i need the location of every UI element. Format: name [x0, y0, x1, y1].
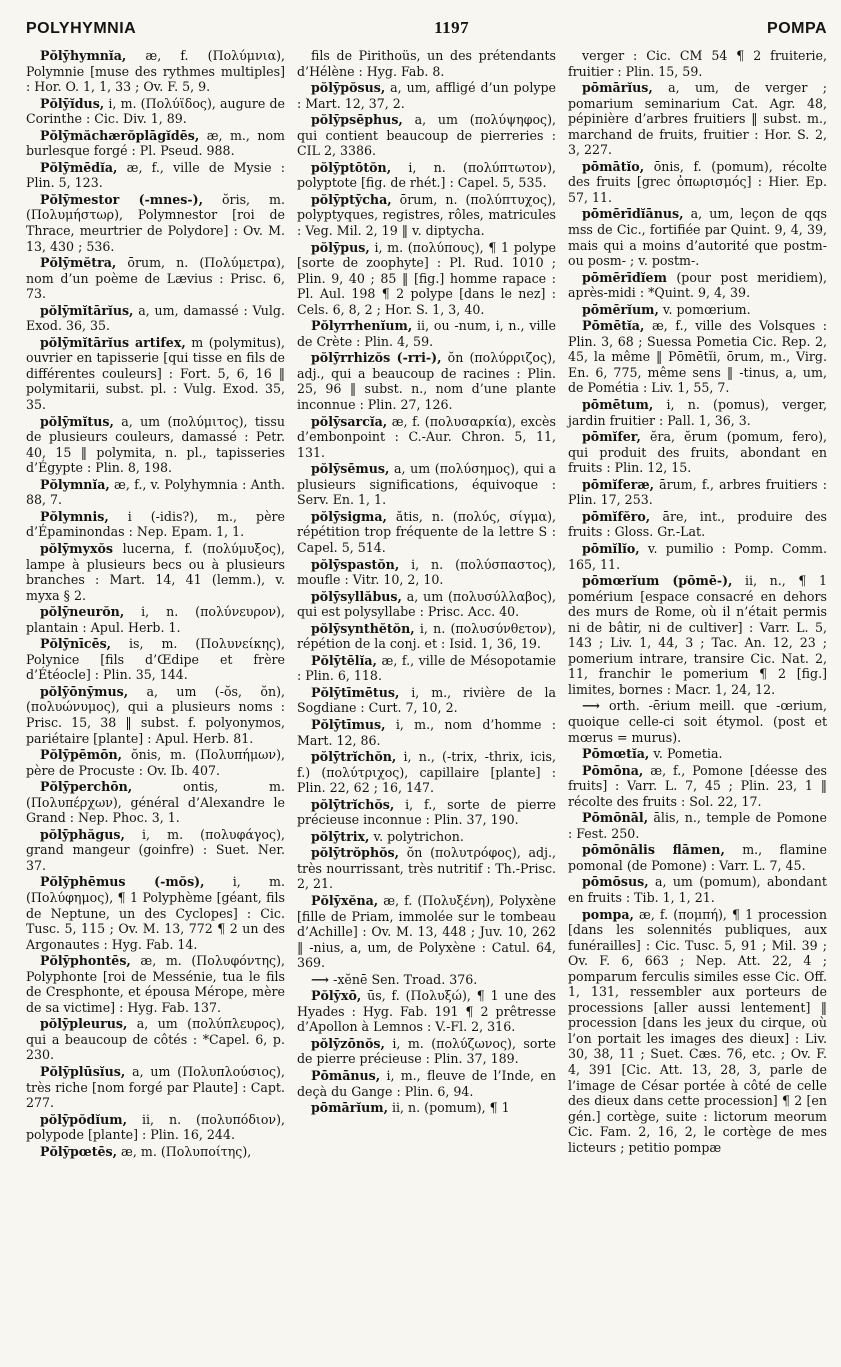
column-1	[26, 48, 285, 1160]
dictionary-entry	[568, 302, 827, 318]
dictionary-entry	[297, 240, 556, 318]
entry-definition: æ, m., nom burlesque forgé : Pl. Pseud. 988.	[26, 127, 285, 159]
dictionary-entry	[568, 763, 827, 810]
entry-definition: i, n. (πολύσπαστος), moufle : Vitr. 10, 2, 10.	[297, 556, 556, 588]
entry-definition: a, um, leçon de qqs mss de Cic., fortifiée par Quint. 9, 4, 39, mais qui a moins d’autorité que postm- ou posm- ; v. postm-.	[568, 206, 827, 269]
dictionary-entry	[26, 509, 285, 540]
dictionary-entry	[26, 747, 285, 778]
entry-definition: a, um (Πολυπλούσιος), très riche [nom forgé par Plaute] : Capt. 277.	[26, 1064, 285, 1111]
entry-headword: Pŏlȳphēmus (-mŏs),	[40, 874, 205, 890]
entry-definition: a, um (πολύπλευρος), qui a beaucoup de côtés : *Capel. 6, p. 230.	[26, 1016, 285, 1063]
entry-definition: æ, f. (πολυσαρκία), excès d’embonpoint : C.-Aur. Chron. 5, 11, 131.	[297, 413, 556, 460]
entry-headword: Pŏlȳpēmōn,	[40, 747, 123, 763]
entry-headword: Pŏlȳpœtēs,	[40, 1143, 118, 1159]
entry-headword: Pŏlȳmēdĭa,	[40, 159, 118, 175]
dictionary-entry	[568, 477, 827, 508]
entry-headword: pompa,	[582, 906, 634, 922]
dictionary-entry	[297, 589, 556, 620]
dictionary-entry	[26, 414, 285, 476]
entry-definition: æ, f. (Πολύμνια), Polymnie [muse des rythmes multiples] : Hor. O. 1, 1, 33 ; Ov. F. 5, 9.	[26, 48, 285, 95]
dictionary-entry	[26, 541, 285, 603]
entry-definition: i, m., fleuve de l’Inde, en deçà du Gange : Plin. 6, 94.	[297, 1068, 556, 1099]
dictionary-entry	[26, 1064, 285, 1111]
dictionary-entry	[297, 160, 556, 191]
entry-headword: pōmārĭum,	[311, 1100, 388, 1116]
entry-headword: pōmĭfĕro,	[582, 508, 651, 524]
entry-definition: æ, f. (πομπή), ¶ 1 procession [dans les solennités publiques, aux funérailles] : Cic. Tusc. 5, 91 ; Mil. 39 ; Ov. F. 6, 663 ; Nep. Att. 22, 4 ; pomparum ferculis similes esse Cic. Off. 1, 131, ressembler aux porteurs de processions [aller aussi lentement] ‖ procession [dans les jeux du cirque, où l’on portait les images des dieux] : Liv. 30, 38, 11 ; Suet. Cæs. 76, etc. ; Ov. F. 4, 391 [Cic. Att. 13, 28, 3, parle de l’image de César portée à côté de celle des dieux dans cette procession] ¶ 2 [en gén.] cortège, suite : lictorum meorum Cic. Fam. 2, 16, 2, le cortège de mes licteurs ; petitio pompæ	[568, 906, 827, 1155]
entry-definition: æ, m. (Πολυποίτης),	[121, 1143, 252, 1159]
entry-definition: v. polytrichon.	[373, 828, 464, 844]
entry-headword: pŏlȳpleurus,	[40, 1016, 128, 1032]
column-3	[568, 48, 827, 1160]
entry-headword: pŏlȳsyllăbus,	[311, 588, 402, 604]
entry-headword: pŏlȳtrix,	[311, 828, 370, 844]
entry-headword: Pŏlȳxō,	[311, 988, 362, 1004]
entry-definition: a, um, damassé : Vulg. Exod. 36, 35.	[26, 302, 285, 334]
entry-headword: pŏlȳsigma,	[311, 508, 387, 524]
entry-headword: pŏlȳtrĭchŏs,	[311, 796, 395, 812]
dictionary-entry	[297, 893, 556, 971]
entry-headword: Pŏlȳphontēs,	[40, 953, 131, 969]
entry-definition: is, m. (Πολυνείκης), Polynice [fils d’Œdipe et frère d’Étéocle] : Plin. 35, 144.	[26, 636, 285, 683]
entry-headword: pŏlȳpŏdĭum,	[40, 1111, 127, 1127]
entry-definition: æ, f. (Πολυξένη), Polyxène [fille de Priam, immolée sur le tombeau d’Achille] : Ov. M. 13, 448 ; Juv. 10, 262 ‖ -nius, a, um, de Polyxène : Catul. 64, 369.	[297, 892, 556, 971]
dictionary-entry	[26, 684, 285, 746]
dictionary-entry	[26, 953, 285, 1015]
dictionary-entry	[26, 874, 285, 952]
dictionary-entry	[297, 414, 556, 461]
entry-definition: ontis, m. (Πολυπέρχων), général d’Alexandre le Grand : Nep. Phoc. 3, 1.	[26, 779, 285, 826]
dictionary-entry	[568, 842, 827, 873]
entry-definition: i (-idis?), m., père d’Épaminondas : Nep. Epam. 1, 1.	[26, 508, 285, 540]
entry-headword: pōmœrĭum (pōmē-),	[582, 573, 733, 589]
entry-headword: pōmārĭus,	[582, 80, 653, 96]
entry-definition: -xĕnē Sen. Troad. 376.	[333, 971, 478, 987]
page-number: 1197	[434, 18, 470, 37]
dictionary-entry	[568, 429, 827, 476]
dictionary-entry	[297, 557, 556, 588]
entry-headword: Pŏlymnis,	[40, 508, 109, 524]
dictionary-entry	[26, 96, 285, 127]
entry-headword: pŏlȳptȳcha,	[311, 191, 392, 207]
dictionary-entry	[568, 270, 827, 301]
dictionary-entry	[26, 477, 285, 508]
entry-definition: i, m., nom d’homme : Mart. 12, 86.	[297, 716, 556, 748]
dictionary-entry	[568, 318, 827, 396]
entry-headword: pŏlȳsēmus,	[311, 461, 390, 477]
entry-definition: æ, f., ville de Mysie : Plin. 5, 123.	[26, 159, 285, 191]
entry-definition: m (polymitus), ouvrier en tapisserie [qui tisse en fils de différentes couleurs] : Fort. 5, 6, 16 ‖ polymitarii, subst. pl. : Vulg. Exod. 35, 35.	[26, 334, 285, 413]
dictionary-entry	[26, 335, 285, 413]
entry-headword: Pŏlȳmestor (-mnes-),	[40, 191, 203, 207]
entry-definition: ii, n. (πολυπόδιον), polypode [plante] : Plin. 16, 244.	[26, 1111, 285, 1143]
dictionary-entry	[297, 988, 556, 1035]
header-left-word: POLYHYMNIA	[26, 20, 137, 37]
entry-definition: æ, f., ville de Mésopotamie : Plin. 6, 118.	[297, 652, 556, 684]
entry-definition: i, m. (πολύζωνος), sorte de pierre précieuse : Plin. 37, 189.	[297, 1035, 556, 1067]
entry-definition: ŏris, m. (Πολυμήστωρ), Polymnestor [roi de Thrace, meurtrier de Polydore] : Ov. M. 13, 430 ; 536.	[26, 191, 285, 254]
entry-headword: Pŏlȳperchōn,	[40, 779, 133, 795]
text-columns	[26, 48, 827, 1160]
entry-definition: a, um (πολύμιτος), tissu de plusieurs couleurs, damassé : Petr. 40, 15 ‖ polymita, n. pl., tapisseries d’Égypte : Plin. 8, 198.	[26, 413, 285, 476]
dictionary-entry	[568, 48, 827, 79]
dictionary-entry	[297, 192, 556, 239]
entry-headword: pŏlȳtrŏphŏs,	[311, 845, 399, 861]
running-header	[26, 18, 827, 42]
dictionary-entry	[297, 797, 556, 828]
entry-definition: a, um (πολυσύλλαβος), qui est polysyllabe : Prisc. Acc. 40.	[297, 588, 556, 620]
entry-headword: Pŏlȳĭdus,	[40, 95, 105, 111]
dictionary-entry	[26, 1016, 285, 1063]
dictionary-entry	[568, 698, 827, 745]
entry-definition: āre, int., produire des fruits : Gloss. Gr.-Lat.	[568, 508, 827, 540]
entry-headword: pōmērĭum,	[582, 301, 659, 317]
entry-definition: ŏn (πολύρριζος), adj., qui a beaucoup de racines : Plin. 25, 96 ‖ subst. n., nom d’une plante inconnue : Plin. 27, 126.	[297, 350, 556, 413]
dictionary-entry	[26, 1112, 285, 1143]
entry-definition: æ, f., ville des Volsques : Plin. 3, 68 ; Suessa Pometia Cic. Rep. 2, 45, la même ‖ Pōmētĭi, ōrum, m., Virg. En. 6, 775, même sens ‖ -tinus, a, um, de Pométia : Liv. 1, 55, 7.	[568, 318, 827, 396]
entry-headword: Pōmōna,	[582, 762, 644, 778]
entry-definition: fils de Pirithoüs, un des prétendants d’Hélène : Hyg. Fab. 8.	[297, 48, 556, 79]
dictionary-entry	[568, 159, 827, 206]
entry-definition: ŏn (πολυτρόφος), adj., très nourrissant, très nutritif : Th.-Prisc. 2, 21.	[297, 845, 556, 892]
entry-definition: ōrum, n. (πολύπτυχος), polyptyques, registres, rôles, matricules : Veg. Mil. 2, 19 ‖ v. diptycha.	[297, 191, 556, 239]
entry-headword: pŏlȳneurŏn,	[40, 604, 125, 620]
entry-definition: a, um (πολύσημος), qui a plusieurs significations, équivoque : Serv. En. 1, 1.	[297, 461, 556, 508]
entry-headword: pŏlȳzōnŏs,	[311, 1035, 385, 1051]
entry-headword: Pōmānus,	[311, 1068, 381, 1083]
dictionary-entry	[26, 48, 285, 95]
entry-definition: ŏnis, m. (Πολυπήμων), père de Procuste : Ov. Ib. 407.	[26, 747, 285, 778]
entry-definition: ii, n., ¶ 1 pomérium [espace consacré en dehors des murs de Rome, où il n’était permis ni de bâtir, ni de cultiver] : Varr. L. 5, 143 ; Liv. 1, 44, 3 ; Tac. An. 12, 23 ; pomerium intrare, transire Cic. Nat. 2, 11, franchir le pomerium ¶ 2 [fig.] limites, bornes : Macr. 1, 24, 12.	[568, 573, 827, 697]
entry-headword: pōmĭlĭo,	[582, 540, 640, 556]
entry-definition: verger : Cic. CM 54 ¶ 2 fruiterie, fruitier : Plin. 15, 59.	[568, 48, 827, 79]
entry-definition: i, m., rivière de la Sogdiane : Curt. 7, 10, 2.	[297, 684, 556, 716]
entry-headword: pŏlȳspastŏn,	[311, 556, 400, 572]
entry-headword: pŏlȳrrhizŏs (-rri-),	[311, 350, 442, 366]
entry-headword: pōmĭfer,	[582, 429, 641, 445]
entry-definition: ii, n. (pomum), ¶ 1	[392, 1100, 510, 1116]
entry-definition: a, um (πολύψηφος), qui contient beaucoup de pierreries : CIL 2, 3386.	[297, 112, 556, 159]
entry-headword: Pŏlȳmăchærŏplāgĭdēs,	[40, 127, 200, 143]
entry-headword: pŏlȳmĭtārĭus artifex,	[40, 334, 186, 350]
dictionary-entry	[26, 128, 285, 159]
entry-definition: lucerna, f. (πολύμυξος), lampe à plusieurs becs ou à plusieurs branches : Mart. 14, 41 (lemm.), v. myxa § 2.	[26, 540, 285, 603]
entry-headword: Pōmētĭa,	[582, 318, 645, 334]
entry-definition: (pour post meridiem), après-midi : *Quint. 9, 4, 39.	[568, 269, 827, 301]
entry-headword: Pŏlȳnīcēs,	[40, 636, 112, 652]
dictionary-entry	[568, 746, 827, 762]
entry-headword: pōmōnālis flāmen,	[582, 842, 725, 858]
entry-headword: pōmērīdĭem	[582, 269, 667, 285]
dictionary-entry	[568, 397, 827, 428]
entry-definition: a, um (-ŏs, ŏn), (πολυώνυμος), qui a plusieurs noms : Prisc. 15, 38 ‖ subst. f. polyonymos, pariétaire [plante] : Apul. Herb. 81.	[26, 683, 285, 746]
entry-definition: v. Pometia.	[653, 746, 723, 762]
dictionary-entry	[297, 112, 556, 159]
dictionary-entry	[297, 80, 556, 111]
dictionary-entry	[297, 509, 556, 556]
dictionary-entry	[26, 255, 285, 302]
dictionary-entry	[297, 1068, 556, 1099]
dictionary-entry	[297, 653, 556, 684]
dictionary-entry	[568, 206, 827, 268]
entry-definition: orth. -ērium meill. que -œrium, quoique celle-ci soit étymol. (post et mœrus = murus).	[568, 698, 827, 745]
dictionary-entry	[297, 350, 556, 412]
entry-headword: Pōmœtĭa,	[582, 746, 650, 762]
dictionary-entry	[568, 573, 827, 697]
entry-definition: ōrum, n. (Πολύμετρα), nom d’un poème de Lævius : Prisc. 6, 73.	[26, 255, 285, 302]
entry-headword: pŏlȳōnȳmus,	[40, 683, 129, 699]
entry-headword: pŏlȳpus,	[311, 239, 370, 255]
dictionary-entry	[297, 461, 556, 508]
dictionary-entry	[297, 972, 556, 988]
dictionary-entry	[297, 845, 556, 892]
entry-definition: ūs, f. (Πολυξώ), ¶ 1 une des Hyades : Hyg. Fab. 191 ¶ 2 prêtresse d’Apollon à Lemnos : V.-Fl. 2, 316.	[297, 988, 556, 1035]
entry-definition: i, m. (Πολύϊδος), augure de Corinthe : Cic. Div. 1, 89.	[26, 95, 285, 127]
entry-headword: pŏlȳptōtŏn,	[311, 159, 392, 175]
entry-definition: æ, f., Pomone [déesse des fruits] : Varr. L. 7, 45 ; Plin. 23, 1 ‖ récolte des fruits : Sol. 22, 17.	[568, 762, 827, 809]
dictionary-entry	[297, 1036, 556, 1067]
entry-headword: Pŏlȳmĕtra,	[40, 255, 117, 271]
entry-headword: Pŏlȳtīmētus,	[311, 684, 400, 700]
entry-headword: Pŏlȳplūsĭus,	[40, 1064, 126, 1079]
entry-headword: pōmōsus,	[582, 874, 649, 890]
entry-definition: i, m. (πολυφάγος), grand mangeur (goinfre) : Suet. Ner. 37.	[26, 826, 285, 873]
entry-definition: i, n. (pomus), verger, jardin fruitier : Pall. 1, 36, 3.	[568, 397, 827, 428]
dictionary-entry	[568, 541, 827, 572]
entry-definition: v. pumilio : Pomp. Comm. 165, 11.	[568, 540, 827, 572]
entry-definition: a, um, affligé d’un polype : Mart. 12, 37, 2.	[297, 80, 556, 111]
entry-headword: Pŏlyrrhenĭum,	[311, 318, 413, 334]
entry-definition: ālis, n., temple de Pomone : Fest. 250.	[568, 810, 827, 841]
entry-definition: ătis, n. (πολύς, σίγμα), répétition trop fréquente de la lettre S : Capel. 5, 514.	[297, 508, 556, 555]
entry-headword: Pŏlȳhymnĭa,	[40, 48, 127, 63]
dictionary-entry	[297, 685, 556, 716]
dictionary-entry	[568, 509, 827, 540]
entry-definition: ii, ou -num, i, n., ville de Crète : Plin. 4, 59.	[297, 318, 556, 349]
dictionary-entry	[26, 827, 285, 874]
entry-definition: m., flamine pomonal (de Pomone) : Varr. L. 7, 45.	[568, 842, 827, 873]
entry-definition: æ, m. (Πολυφόντης), Polyphonte [roi de Messénie, tua le fils de Cresphonte, et épousa Mérope, mère de sa victime] : Hyg. Fab. 137.	[26, 953, 285, 1015]
entry-headword: ⟶	[311, 971, 330, 987]
dictionary-entry	[26, 160, 285, 191]
entry-headword: pŏlȳtrĭchŏn,	[311, 749, 397, 765]
entry-headword: Pŏlȳtīmus,	[311, 716, 386, 732]
entry-definition: i, f., sorte de pierre précieuse inconnue : Plin. 37, 190.	[297, 796, 556, 828]
entry-headword: ⟶	[582, 698, 601, 714]
dictionary-entry	[297, 48, 556, 79]
entry-headword: pŏlȳphăgus,	[40, 826, 125, 842]
header-right-word: POMPA	[767, 20, 827, 37]
entry-definition: i, n. (πολυσύνθετον), répétion de la conj. et : Isid. 1, 36, 19.	[297, 620, 556, 652]
dictionary-entry	[568, 874, 827, 905]
dictionary-entry	[26, 1144, 285, 1160]
dictionary-entry	[26, 604, 285, 635]
dictionary-entry	[26, 303, 285, 334]
entry-headword: pōmātĭo,	[582, 158, 645, 174]
dictionary-entry	[568, 907, 827, 1156]
entry-headword: Pōmōnāl,	[582, 810, 649, 826]
dictionary-entry	[26, 779, 285, 826]
entry-definition: ōnis, f. (pomum), récolte des fruits [grec ὀπωρισμός] : Hier. Ep. 57, 11.	[568, 158, 827, 205]
entry-definition: i, m. (Πολύφημος), ¶ 1 Polyphème [géant, fils de Neptune, un des Cyclopes] : Cic. Tusc. 5, 115 ; Ov. M. 13, 772 ¶ 2 un des Argonautes : Hyg. Fab. 14.	[26, 874, 285, 952]
dictionary-entry	[26, 636, 285, 683]
dictionary-entry	[297, 621, 556, 652]
dictionary-entry	[297, 749, 556, 796]
entry-definition: i, n. (πολύπτωτον), polyptote [fig. de rhét.] : Capel. 5, 535.	[297, 159, 556, 191]
dictionary-entry	[568, 80, 827, 158]
entry-headword: pŏlȳpŏsus,	[311, 80, 386, 96]
entry-definition: æ, f., v. Polyhymnia : Anth. 88, 7.	[26, 476, 285, 508]
dictionary-entry	[297, 717, 556, 748]
entry-headword: pōmētum,	[582, 397, 654, 413]
entry-definition: v. pomœrium.	[662, 301, 751, 317]
entry-headword: Pŏlymnĭa,	[40, 476, 110, 492]
entry-headword: pŏlȳsarcĭa,	[311, 413, 388, 429]
entry-headword: pōmērīdĭānus,	[582, 206, 684, 222]
dictionary-entry	[297, 318, 556, 349]
entry-headword: pŏlȳmyxŏs	[40, 540, 113, 556]
entry-headword: pŏlȳsynthĕtŏn,	[311, 620, 415, 636]
entry-definition: a, um (pomum), abondant en fruits : Tib. 1, 1, 21.	[568, 874, 827, 905]
dictionary-entry	[297, 829, 556, 845]
entry-headword: pōmĭferæ,	[582, 476, 655, 492]
entry-headword: Pŏlȳxĕna,	[311, 892, 379, 908]
entry-headword: pŏlȳmĭtārĭus,	[40, 302, 134, 318]
entry-headword: Pŏlȳtēlĭa,	[311, 652, 377, 668]
entry-headword: pŏlȳpsēphus,	[311, 112, 403, 128]
entry-definition: ārum, f., arbres fruitiers : Plin. 17, 253.	[568, 476, 827, 508]
entry-definition: ĕra, ĕrum (pomum, fero), qui produit des fruits, abondant en fruits : Plin. 12, 15.	[568, 429, 827, 476]
entry-definition: i, n. (πολύνευρον), plantain : Apul. Herb. 1.	[26, 604, 285, 635]
entry-definition: a, um, de verger ; pomarium seminarium Cat. Agr. 48, pépinière d’arbres fruitiers ‖ subst. m., marchand de fruits, fruitier : Hor. S. 2, 3, 227.	[568, 80, 827, 158]
dictionary-entry	[26, 192, 285, 254]
dictionary-entry	[568, 810, 827, 841]
entry-headword: pŏlȳmĭtus,	[40, 413, 114, 429]
entry-definition: i, m. (πολύπους), ¶ 1 polype [sorte de zoophyte] : Pl. Rud. 1010 ; Plin. 9, 40 ; 85 ‖ [fig.] homme rapace : Pl. Aul. 198 ¶ 2 polype [dans le nez] : Cels. 6, 8, 2 ; Hor. S. 1, 3, 40.	[297, 239, 556, 317]
entry-definition: i, n., (-trix, -thrix, icis, f.) (πολύτριχος), capillaire [plante] : Plin. 22, 62 ; 16, 147.	[297, 749, 556, 796]
dictionary-entry	[297, 1100, 556, 1116]
column-2	[297, 48, 556, 1160]
